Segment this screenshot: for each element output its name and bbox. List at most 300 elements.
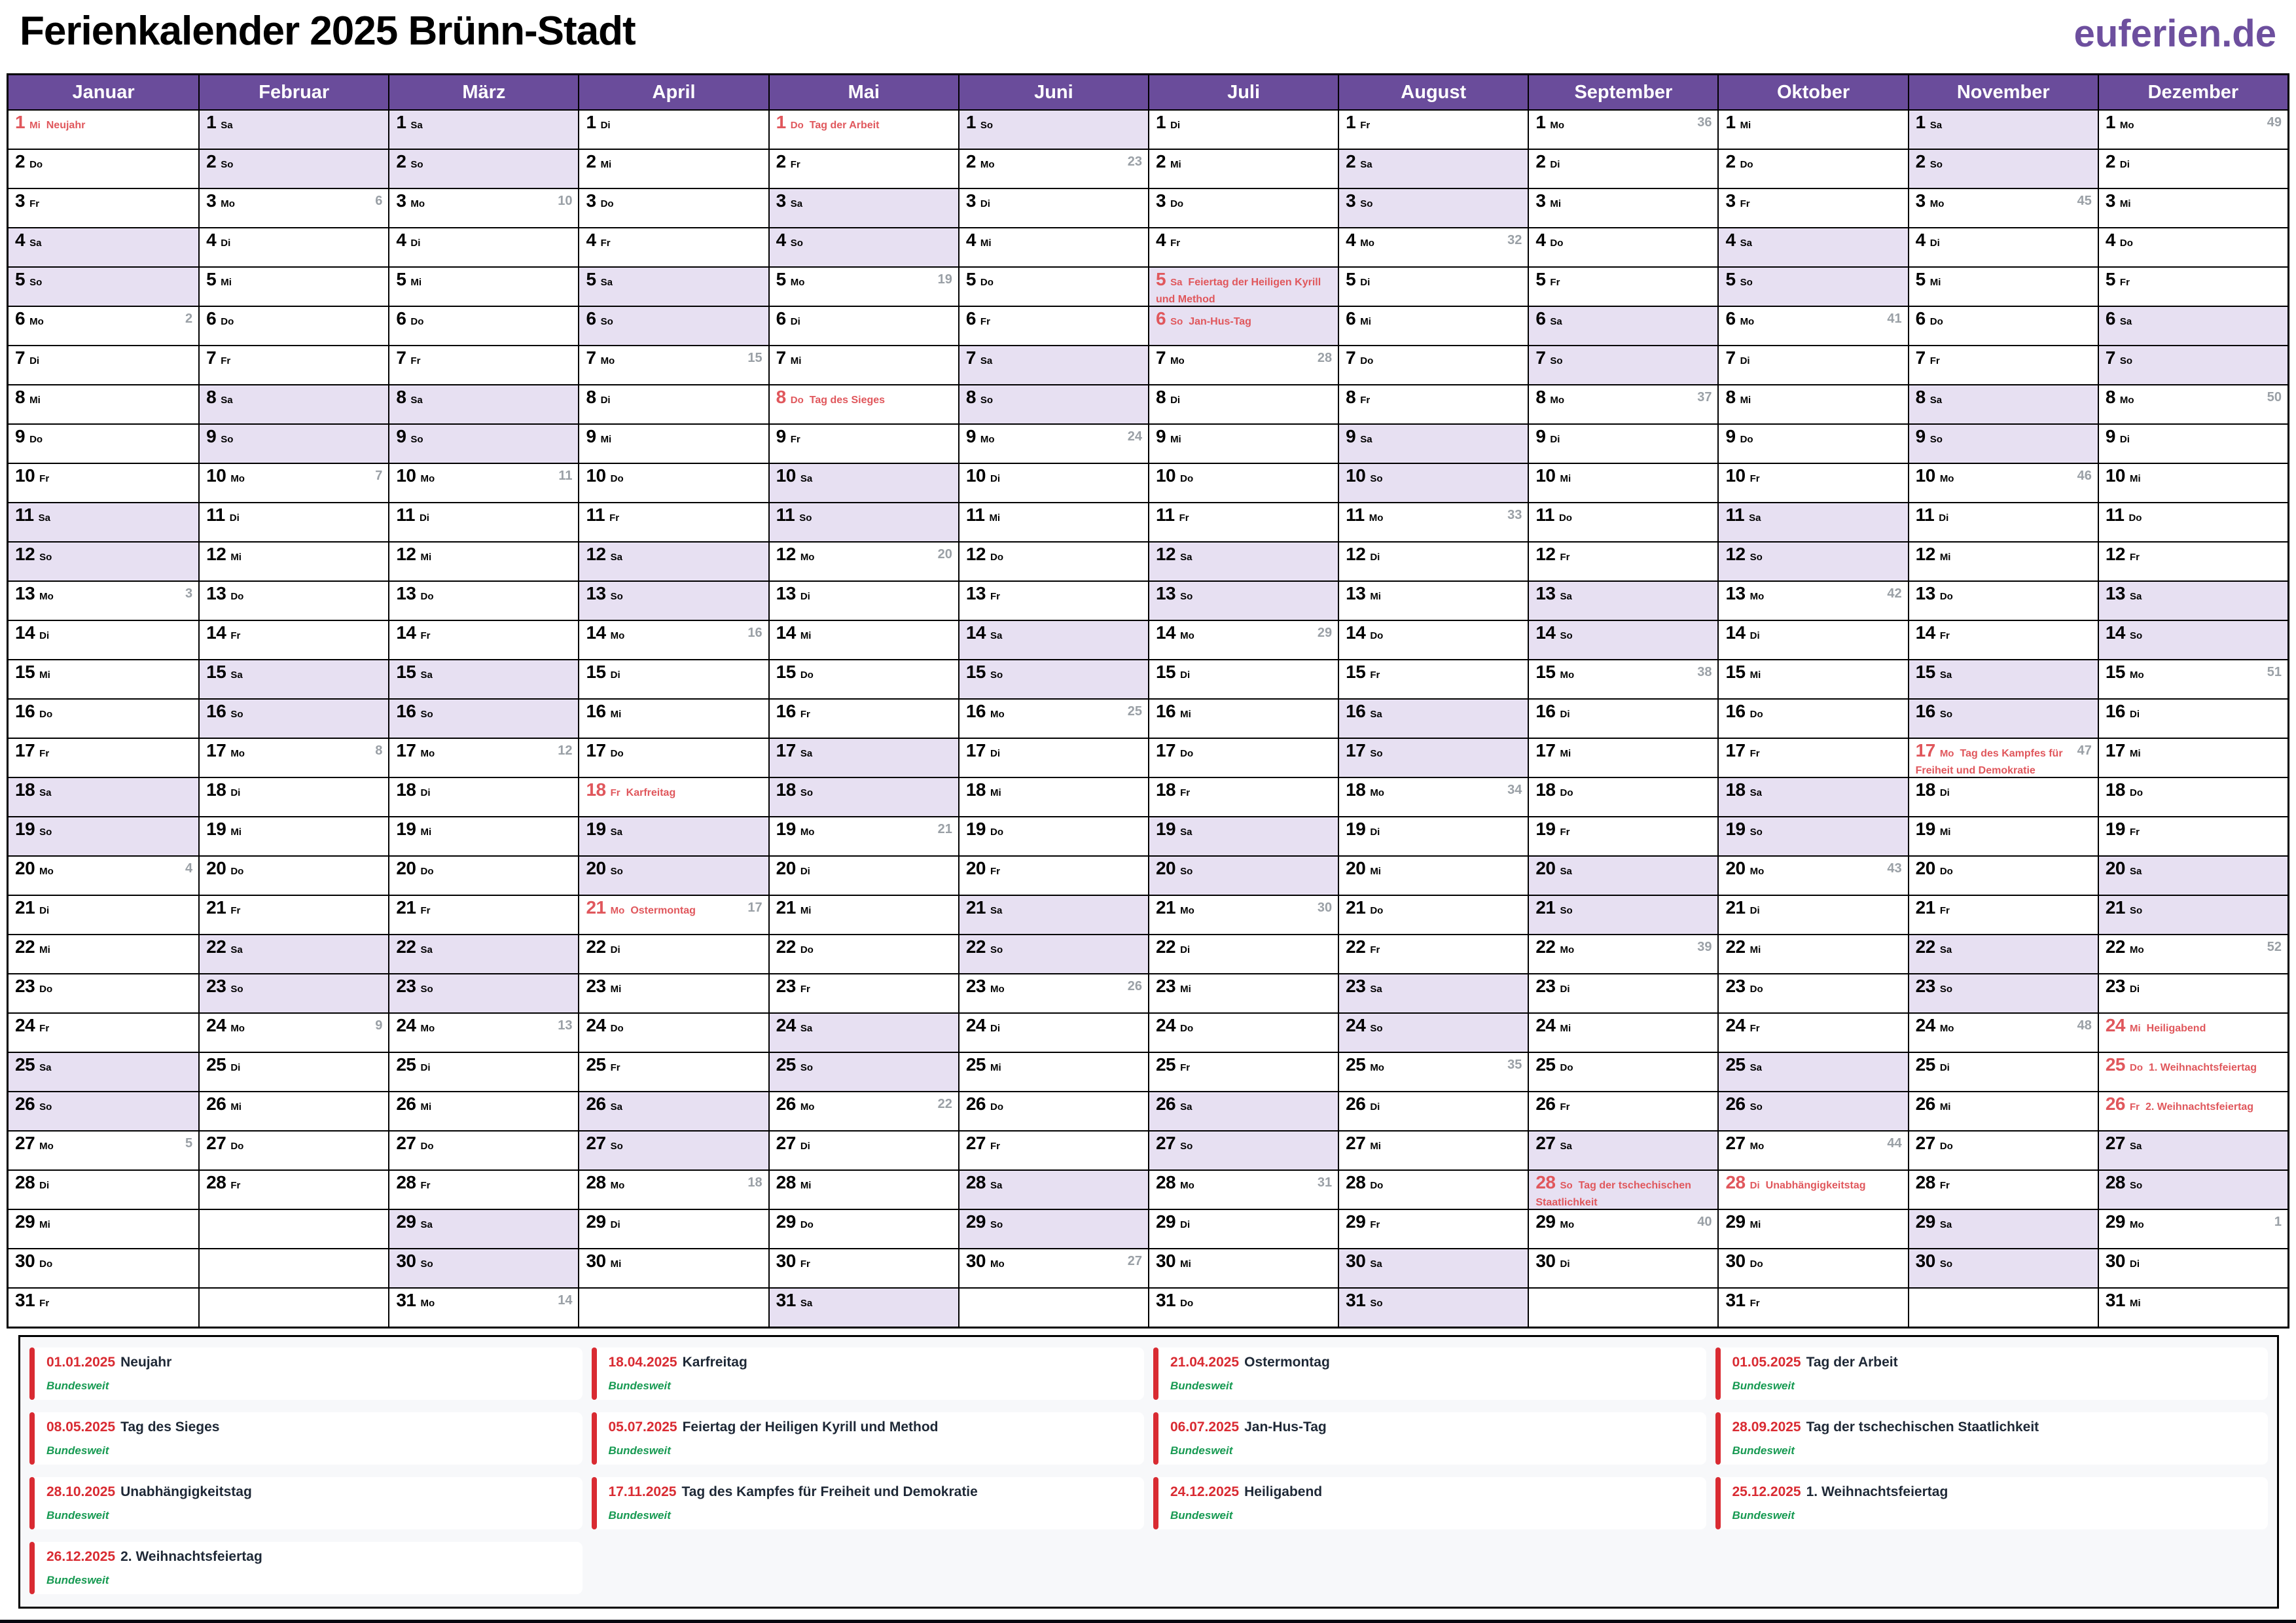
weekday-label: Sa: [1929, 395, 1943, 406]
day-april-26: [578, 1091, 768, 1130]
day-number: 7: [206, 348, 217, 368]
day-number: 1: [776, 112, 786, 132]
day-number: 5: [1725, 269, 1736, 289]
weekday-label: So: [410, 434, 423, 445]
day-number: 1: [15, 112, 26, 132]
week-number: 8: [375, 743, 383, 758]
day-number: 28: [586, 1172, 606, 1192]
day-number: 14: [396, 622, 416, 643]
weekday-label: Sa: [420, 944, 433, 955]
weekday-label: Sa: [1180, 1101, 1193, 1113]
day-number: 4: [776, 230, 786, 250]
day-april-10: [578, 463, 768, 502]
weekday-label: Sa: [800, 1023, 813, 1034]
weekday-label: Fr: [1939, 905, 1950, 916]
weekday-label: Do: [1558, 512, 1572, 524]
day-number: 23: [1915, 976, 1935, 996]
day-september-23: [1528, 973, 1717, 1012]
day-oktober-14: [1717, 620, 1907, 659]
day-number: 1: [1346, 112, 1356, 132]
day-juni-16: [958, 698, 1148, 738]
day-august-29: [1338, 1209, 1528, 1248]
day-september-15: [1528, 659, 1717, 698]
day-marz-19: [388, 816, 578, 855]
day-oktober-31: [1717, 1287, 1907, 1327]
day-number: 21: [396, 897, 416, 918]
day-number: 16: [1346, 701, 1366, 721]
day-november-8: [1908, 384, 2098, 423]
holiday-date: 24.12.2025: [1170, 1484, 1240, 1499]
weekday-label: Mo: [1370, 1062, 1384, 1073]
weekday-label: Fr: [1370, 944, 1380, 955]
weekday-label: So: [990, 944, 1003, 955]
holiday-name: Feiertag der Heiligen Kyrill und Method: [682, 1419, 939, 1435]
weekday-label: Sa: [790, 198, 803, 209]
day-dezember-18: [2098, 777, 2287, 816]
day-april-13: [578, 580, 768, 620]
day-number: 4: [396, 230, 406, 250]
day-number: 29: [2105, 1211, 2125, 1232]
weekday-label: Fr: [39, 748, 50, 759]
day-number: 3: [396, 190, 406, 211]
month-header-februar: Februar: [198, 75, 388, 109]
weekday-label: Do: [610, 1023, 624, 1034]
weekday-label: Sa: [990, 630, 1003, 641]
day-number: 1: [1155, 112, 1166, 132]
weekday-label: Mi: [1560, 1023, 1571, 1034]
week-number: 20: [937, 547, 952, 562]
day-september-25: [1528, 1052, 1717, 1091]
day-juni-29: [958, 1209, 1148, 1248]
day-marz-1: [388, 109, 578, 149]
holiday-label: Tag des Sieges: [809, 395, 886, 406]
day-number: 17: [1346, 740, 1366, 760]
day-september-7: [1528, 345, 1717, 384]
week-number: 1: [2274, 1215, 2282, 1229]
weekday-label: Mi: [1749, 669, 1761, 681]
day-marz-16: [388, 698, 578, 738]
day-dezember-9: [2098, 423, 2287, 463]
day-number: 10: [1155, 465, 1176, 486]
day-februar-28: [198, 1169, 388, 1209]
weekday-label: Mo: [2119, 395, 2134, 406]
weekday-label: Fr: [1370, 669, 1380, 681]
weekday-label: Mi: [420, 552, 432, 563]
day-juni-15: [958, 659, 1148, 698]
day-number: 20: [586, 858, 606, 878]
day-juni-9: [958, 423, 1148, 463]
day-number: 22: [1915, 936, 1935, 957]
holiday-scope: Bundesweit: [46, 1574, 109, 1586]
day-februar-27: [198, 1130, 388, 1169]
day-number: 2: [1346, 151, 1356, 171]
day-number: 2: [1915, 151, 1926, 171]
weekday-label: Mi: [610, 1258, 622, 1270]
holiday-scope: Bundesweit: [1170, 1509, 1233, 1522]
day-dezember-25: [2098, 1052, 2287, 1091]
week-number: 7: [375, 469, 383, 483]
weekday-label: Di: [800, 866, 810, 877]
day-november-23: [1908, 973, 2098, 1012]
day-juni-30: [958, 1248, 1148, 1287]
day-mai-21: [768, 895, 958, 934]
weekday-label: Fr: [609, 512, 620, 524]
day-oktober-15: [1717, 659, 1907, 698]
day-number: 23: [1535, 976, 1556, 996]
weekday-label: Di: [230, 1062, 241, 1073]
day-dezember-8: [2098, 384, 2287, 423]
week-number: 4: [185, 861, 193, 876]
weekday-label: Mi: [989, 512, 1001, 524]
weekday-label: So: [1740, 277, 1753, 288]
day-september-30: [1528, 1248, 1717, 1287]
week-number: 51: [2267, 665, 2282, 679]
day-februar-13: [198, 580, 388, 620]
weekday-label: Fr: [39, 1298, 50, 1309]
weekday-label: Sa: [38, 512, 50, 524]
day-september-20: [1528, 855, 1717, 895]
day-number: 7: [2105, 348, 2115, 368]
month-header-dezember: Dezember: [2098, 75, 2287, 109]
weekday-label: Mi: [39, 944, 50, 955]
day-dezember-4: [2098, 227, 2287, 266]
day-september-1: [1528, 109, 1717, 149]
day-juni-24: [958, 1012, 1148, 1052]
day-number: 24: [15, 1015, 35, 1035]
weekday-label: Do: [800, 1219, 814, 1230]
weekday-label: So: [29, 277, 43, 288]
day-number: 18: [1725, 779, 1746, 800]
holiday-label: Unabhängigkeitstag: [1765, 1180, 1866, 1191]
weekday-label: Mi: [1939, 827, 1951, 838]
day-marz-5: [388, 266, 578, 306]
weekday-label: Do: [39, 1258, 53, 1270]
day-number: 9: [1346, 426, 1356, 446]
weekday-label: So: [1170, 316, 1183, 327]
day-januar-20: [9, 855, 198, 895]
weekday-label: Di: [419, 512, 429, 524]
weekday-label: Do: [790, 395, 804, 406]
day-number: 4: [206, 230, 217, 250]
weekday-label: So: [221, 434, 234, 445]
day-august-16: [1338, 698, 1528, 738]
weekday-label: Do: [29, 159, 43, 170]
day-februar-8: [198, 384, 388, 423]
day-juni-7: [958, 345, 1148, 384]
weekday-label: Sa: [800, 473, 813, 484]
day-number: 31: [396, 1290, 416, 1310]
weekday-label: Do: [1560, 1062, 1573, 1073]
day-number: 25: [1155, 1054, 1176, 1075]
day-number: 2: [15, 151, 26, 171]
week-number: 36: [1697, 115, 1712, 130]
weekday-label: Sa: [610, 827, 622, 838]
weekday-label: Do: [1180, 1298, 1194, 1309]
day-number: 5: [1915, 269, 1926, 289]
day-number: 28: [776, 1172, 796, 1192]
day-juli-29: [1148, 1209, 1338, 1248]
day-juli-11: [1148, 502, 1338, 541]
day-oktober-8: [1717, 384, 1907, 423]
weekday-label: Mo: [39, 866, 54, 877]
day-marz-18: [388, 777, 578, 816]
day-dezember-7: [2098, 345, 2287, 384]
week-number: 27: [1127, 1254, 1142, 1268]
weekday-label: Do: [600, 198, 614, 209]
weekday-label: So: [610, 591, 623, 602]
weekday-label: So: [1929, 434, 1943, 445]
day-number: 8: [1915, 387, 1926, 407]
day-juli-24: [1148, 1012, 1338, 1052]
day-februar-19: [198, 816, 388, 855]
day-dezember-11: [2098, 502, 2287, 541]
day-number: 12: [1346, 544, 1366, 564]
day-oktober-4: [1717, 227, 1907, 266]
weekday-label: So: [39, 1101, 52, 1113]
weekday-label: Di: [800, 591, 810, 602]
day-august-22: [1338, 934, 1528, 973]
holiday-legend-item-unabhangigkeitstag: [29, 1477, 583, 1529]
weekday-label: Sa: [2129, 866, 2142, 877]
holiday-legend-item-tag-des-kampfes-fur-freiheit-und-demokratie: [592, 1477, 1145, 1529]
day-number: 17: [15, 740, 35, 760]
day-number: 25: [586, 1054, 606, 1075]
holiday-name: Tag der tschechischen Staatlichkeit: [1806, 1419, 2039, 1435]
day-number: 19: [15, 819, 35, 839]
day-number: 11: [1155, 505, 1175, 525]
day-august-15: [1338, 659, 1528, 698]
day-oktober-23: [1717, 973, 1907, 1012]
day-number: 8: [1535, 387, 1546, 407]
day-mai-4: [768, 227, 958, 266]
day-mai-23: [768, 973, 958, 1012]
weekday-label: So: [1749, 1101, 1763, 1113]
day-number: 7: [1155, 348, 1166, 368]
day-number: 27: [965, 1133, 986, 1153]
weekday-label: So: [2119, 355, 2133, 366]
weekday-label: So: [1939, 984, 1952, 995]
day-april-4: [578, 227, 768, 266]
day-oktober-2: [1717, 149, 1907, 188]
day-number: 28: [15, 1172, 35, 1192]
day-number: 9: [396, 426, 406, 446]
weekday-label: Mi: [790, 355, 802, 366]
day-dezember-30: [2098, 1248, 2287, 1287]
day-number: 3: [586, 190, 596, 211]
weekday-label: Mi: [420, 1101, 432, 1113]
day-number: 18: [965, 779, 986, 800]
day-number: 9: [2105, 426, 2115, 446]
day-number: 25: [1535, 1054, 1556, 1075]
day-number: 7: [776, 348, 786, 368]
day-januar-21: [9, 895, 198, 934]
weekday-label: So: [799, 512, 812, 524]
weekday-label: Di: [1749, 630, 1760, 641]
week-number: 28: [1317, 351, 1333, 365]
day-number: 17: [1155, 740, 1176, 760]
day-april-1: [578, 109, 768, 149]
day-number: 6: [396, 308, 406, 329]
weekday-label: Sa: [1749, 787, 1762, 798]
day-juli-12: [1148, 541, 1338, 580]
day-number: 13: [2105, 583, 2125, 603]
day-juli-18: [1148, 777, 1338, 816]
day-number: 28: [396, 1172, 416, 1192]
day-juni-12: [958, 541, 1148, 580]
weekday-label: Do: [410, 316, 424, 327]
day-april-24: [578, 1012, 768, 1052]
day-number: 16: [965, 701, 986, 721]
week-number: 47: [2077, 743, 2092, 758]
weekday-label: So: [1550, 355, 1563, 366]
day-number: 13: [206, 583, 226, 603]
weekday-label: Sa: [1939, 944, 1952, 955]
day-number: 17: [586, 740, 606, 760]
weekday-label: Sa: [1749, 512, 1761, 524]
weekday-label: Do: [1370, 630, 1384, 641]
day-mai-5: [768, 266, 958, 306]
day-januar-2: [9, 149, 198, 188]
weekday-label: Mi: [29, 120, 41, 131]
weekday-label: Sa: [221, 120, 233, 131]
day-juli-5: [1148, 266, 1338, 306]
day-number: 4: [1535, 230, 1546, 250]
day-september-6: [1528, 306, 1717, 345]
month-header-juni: Juni: [958, 75, 1148, 109]
day-number: 30: [586, 1251, 606, 1271]
holiday-scope: Bundesweit: [608, 1380, 671, 1392]
day-april-21: [578, 895, 768, 934]
weekday-label: Do: [221, 316, 234, 327]
day-august-31: [1338, 1287, 1528, 1327]
weekday-label: Do: [1749, 709, 1763, 720]
holiday-label: Heiligabend: [2146, 1023, 2206, 1034]
day-november-5: [1908, 266, 2098, 306]
day-november-9: [1908, 423, 2098, 463]
day-januar-11: [9, 502, 198, 541]
day-marz-2: [388, 149, 578, 188]
site-logo[interactable]: euferien.de: [2073, 12, 2276, 55]
day-januar-8: [9, 384, 198, 423]
holiday-legend: [18, 1335, 2279, 1609]
day-number: 23: [1346, 976, 1366, 996]
day-number: 3: [206, 190, 217, 211]
day-marz-14: [388, 620, 578, 659]
weekday-label: Di: [1170, 120, 1181, 131]
holiday-legend-item-tag-des-sieges: [29, 1412, 583, 1465]
weekday-label: Di: [1180, 944, 1191, 955]
week-number: 32: [1507, 233, 1522, 247]
day-number: 30: [1535, 1251, 1556, 1271]
day-number: 10: [776, 465, 796, 486]
day-marz-31: [388, 1287, 578, 1327]
day-number: 6: [15, 308, 26, 329]
day-mai-31: [768, 1287, 958, 1327]
holiday-scope: Bundesweit: [46, 1380, 109, 1392]
weekday-label: Di: [1929, 238, 1940, 249]
day-number: 14: [586, 622, 606, 643]
day-number: 22: [586, 936, 606, 957]
day-number: 14: [1725, 622, 1746, 643]
day-november-18: [1908, 777, 2098, 816]
day-juli-28: [1148, 1169, 1338, 1209]
week-number: 17: [747, 901, 762, 915]
weekday-label: Sa: [420, 669, 433, 681]
weekday-label: Mo: [420, 748, 435, 759]
day-mai-3: [768, 188, 958, 227]
weekday-label: Fr: [2119, 277, 2130, 288]
day-april-28: [578, 1169, 768, 1209]
day-januar-13: [9, 580, 198, 620]
weekday-label: So: [1360, 198, 1373, 209]
weekday-label: Do: [1749, 984, 1763, 995]
day-number: 30: [1915, 1251, 1935, 1271]
day-number: 24: [1155, 1015, 1176, 1035]
weekday-label: Do: [1939, 591, 1953, 602]
weekday-label: Di: [229, 512, 240, 524]
weekday-label: Fr: [1180, 1062, 1191, 1073]
day-number: 24: [586, 1015, 606, 1035]
day-september-18: [1528, 777, 1717, 816]
week-number: 24: [1127, 429, 1142, 444]
day-number: 2: [1725, 151, 1736, 171]
day-number: 8: [965, 387, 976, 407]
day-januar-26: [9, 1091, 198, 1130]
day-november-27: [1908, 1130, 2098, 1169]
day-marz-26: [388, 1091, 578, 1130]
day-juni-28: [958, 1169, 1148, 1209]
holiday-scope: Bundesweit: [608, 1444, 671, 1457]
weekday-label: Mo: [1180, 1180, 1194, 1191]
day-juni-18: [958, 777, 1148, 816]
day-number: 12: [1725, 544, 1746, 564]
weekday-label: So: [39, 552, 52, 563]
week-number: 21: [937, 822, 952, 836]
weekday-label: Do: [800, 944, 814, 955]
day-oktober-16: [1717, 698, 1907, 738]
day-number: 10: [1915, 465, 1935, 486]
weekday-label: Mi: [1370, 591, 1381, 602]
day-juni-10: [958, 463, 1148, 502]
weekday-label: Do: [39, 984, 53, 995]
day-number: 10: [15, 465, 35, 486]
weekday-label: Di: [39, 630, 50, 641]
week-number: 34: [1507, 783, 1522, 797]
weekday-label: Do: [39, 709, 53, 720]
day-number: 13: [965, 583, 986, 603]
day-august-5: [1338, 266, 1528, 306]
weekday-label: Mo: [1550, 395, 1565, 406]
day-oktober-24: [1717, 1012, 1907, 1052]
day-marz-8: [388, 384, 578, 423]
weekday-label: Do: [1360, 355, 1374, 366]
day-august-27: [1338, 1130, 1528, 1169]
weekday-label: Sa: [1360, 434, 1372, 445]
weekday-label: Fr: [610, 1062, 620, 1073]
day-mai-7: [768, 345, 958, 384]
holiday-name: Neujahr: [120, 1355, 172, 1370]
weekday-label: Mo: [29, 316, 44, 327]
holiday-scope: Bundesweit: [1732, 1380, 1795, 1392]
day-juli-8: [1148, 384, 1338, 423]
week-number: 39: [1697, 940, 1712, 954]
holiday-date: 28.10.2025: [46, 1484, 116, 1499]
day-number: 4: [1915, 230, 1926, 250]
weekday-label: Di: [1550, 159, 1560, 170]
day-januar-9: [9, 423, 198, 463]
day-number: 19: [396, 819, 416, 839]
holiday-label: Feiertag der Heiligen Kyrill und Method: [1155, 277, 1321, 305]
